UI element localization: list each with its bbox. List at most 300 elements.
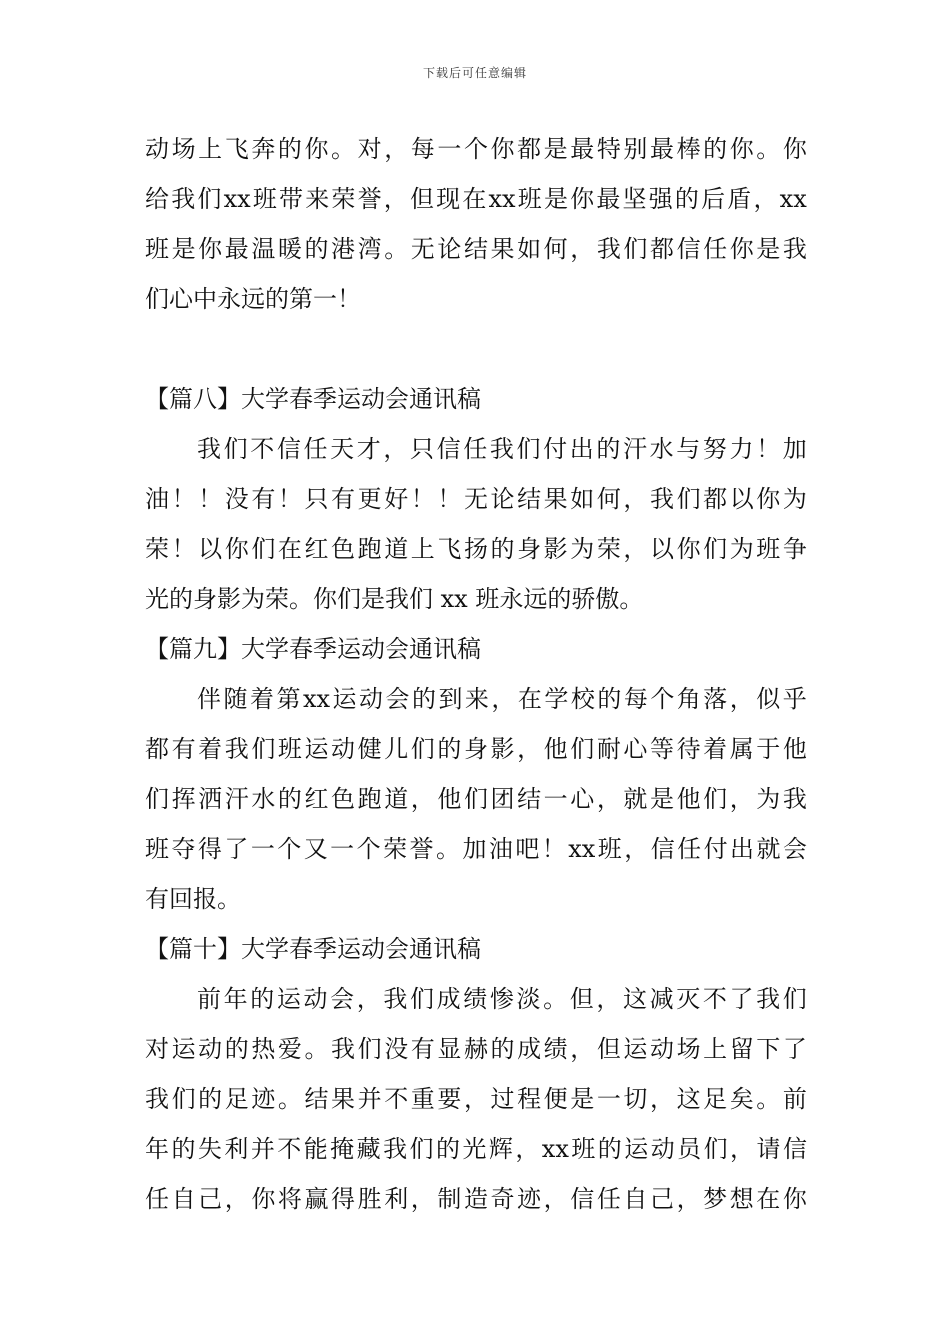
glyph: 个 <box>356 835 381 863</box>
glyph: 但 <box>409 185 434 213</box>
glyph: ， <box>383 185 408 213</box>
glyph: 油 <box>145 485 169 513</box>
glyph: 以 <box>729 485 754 513</box>
glyph: ， <box>570 1035 595 1063</box>
glyph: 心 <box>623 735 648 763</box>
glyph: 你 <box>251 1185 276 1213</box>
glyph: 下 <box>756 1035 781 1063</box>
glyph: 会 <box>330 985 355 1013</box>
glyph: 的 <box>490 535 515 563</box>
glyph: 动 <box>331 735 356 763</box>
glyph: 但 <box>569 985 594 1013</box>
glyph: 动 <box>145 135 169 163</box>
glyph: 果 <box>331 1085 356 1113</box>
glyph: 们 <box>251 735 276 763</box>
glyph: xx <box>488 185 516 213</box>
glyph: 对 <box>357 135 382 163</box>
text-line <box>145 1024 807 1074</box>
text-line <box>145 1124 807 1174</box>
glyph: 自 <box>623 1185 648 1213</box>
glyph: 你 <box>729 135 754 163</box>
glyph: 信 <box>650 835 675 863</box>
glyph: 们 <box>463 785 488 813</box>
glyph: 的 <box>411 685 436 713</box>
glyph: 并 <box>250 1135 275 1163</box>
text-line <box>145 824 807 874</box>
glyph: ， <box>596 785 621 813</box>
glyph: 奇 <box>490 1185 515 1213</box>
glyph: 惨 <box>489 985 514 1013</box>
glyph: 灭 <box>676 985 701 1013</box>
glyph: xx <box>779 185 807 213</box>
glyph: 是 <box>171 235 196 263</box>
glyph: 迹 <box>517 1185 542 1213</box>
glyph: 他 <box>543 735 568 763</box>
glyph: 是 <box>543 135 568 163</box>
glyph: 们 <box>516 435 541 463</box>
glyph: ， <box>384 135 409 163</box>
glyph: 们 <box>703 1135 728 1163</box>
text-line <box>145 774 807 824</box>
glyph: ， <box>753 185 778 213</box>
glyph: 道 <box>384 785 409 813</box>
glyph: ！ <box>277 485 302 513</box>
glyph: 盾 <box>727 185 752 213</box>
glyph: 上 <box>410 535 435 563</box>
glyph: ， <box>623 535 648 563</box>
glyph: 运 <box>623 1035 648 1063</box>
paragraph-section-8 <box>145 424 807 624</box>
glyph: 留 <box>729 1035 754 1063</box>
glyph: 们 <box>145 785 169 813</box>
glyph: 就 <box>623 785 648 813</box>
glyph: 成 <box>517 1035 542 1063</box>
glyph: 运 <box>304 735 329 763</box>
glyph: 属 <box>729 735 754 763</box>
glyph: 你 <box>676 535 701 563</box>
glyph: 最 <box>596 185 621 213</box>
glyph: 这 <box>623 985 647 1013</box>
glyph: 你 <box>782 135 807 163</box>
glyph: ， <box>224 1185 249 1213</box>
glyph: 们 <box>410 735 435 763</box>
glyph: 绩 <box>463 985 488 1013</box>
glyph: 跑 <box>357 535 382 563</box>
glyph: 造 <box>463 1185 488 1213</box>
glyph: 班 <box>277 735 302 763</box>
glyph: 的 <box>437 735 462 763</box>
glyph: ， <box>729 685 754 713</box>
section-heading-9: 【篇九】大学春季运动会通讯稿 <box>145 635 481 663</box>
glyph: 有 <box>251 485 276 513</box>
glyph: 。 <box>756 1085 781 1113</box>
glyph: 了 <box>224 835 249 863</box>
glyph: 在 <box>277 535 302 563</box>
glyph: 果 <box>543 485 568 513</box>
glyph: 色 <box>331 535 356 563</box>
glyph: 的 <box>703 135 728 163</box>
glyph: 运 <box>276 985 301 1013</box>
glyph: 暖 <box>277 235 302 263</box>
glyph: 们 <box>409 1135 434 1163</box>
glyph: 来 <box>464 685 489 713</box>
glyph: 们 <box>171 1085 196 1113</box>
glyph: 我 <box>596 235 621 263</box>
glyph: 得 <box>197 835 222 863</box>
glyph: 都 <box>649 235 674 263</box>
glyph: xx <box>541 1135 569 1163</box>
glyph: 红 <box>304 535 329 563</box>
glyph: 。 <box>543 985 568 1013</box>
glyph: 我 <box>197 435 221 463</box>
glyph: 不 <box>277 1135 302 1163</box>
glyph: 的 <box>277 135 302 163</box>
glyph: 等 <box>649 735 674 763</box>
glyph: 的 <box>171 1135 196 1163</box>
glyph: 是 <box>756 235 781 263</box>
paragraph-section-9 <box>145 674 807 924</box>
glyph: 我 <box>756 985 781 1013</box>
glyph: 汗 <box>623 435 647 463</box>
glyph: 为 <box>782 485 807 513</box>
glyph: 并 <box>357 1085 382 1113</box>
glyph: 付 <box>703 835 728 863</box>
glyph: 他 <box>782 735 807 763</box>
glyph: 任 <box>703 235 728 263</box>
glyph: 上 <box>703 1035 728 1063</box>
glyph: 班 <box>597 835 622 863</box>
glyph: 着 <box>703 735 728 763</box>
glyph: 。 <box>331 135 356 163</box>
glyph: 便 <box>543 1085 568 1113</box>
glyph: 我 <box>383 1135 408 1163</box>
glyph: 在 <box>462 185 487 213</box>
glyph: 利 <box>384 1185 409 1213</box>
glyph: 想 <box>729 1185 754 1213</box>
glyph: 都 <box>517 135 542 163</box>
glyph: 绩 <box>543 1035 568 1063</box>
glyph: 誉 <box>357 185 382 213</box>
glyph: ！ <box>171 485 196 513</box>
glyph: 班 <box>571 1135 596 1163</box>
glyph: 我 <box>383 985 408 1013</box>
glyph: 动 <box>198 1035 223 1063</box>
glyph: 有 <box>171 735 196 763</box>
glyph: 出 <box>569 435 594 463</box>
glyph: 。 <box>435 835 460 863</box>
glyph: 棒 <box>676 135 701 163</box>
glyph: 我 <box>782 785 807 813</box>
glyph: 结 <box>517 485 542 513</box>
glyph: 一 <box>437 135 462 163</box>
glyph: 飞 <box>437 535 462 563</box>
glyph: 角 <box>676 685 701 713</box>
glyph: 重 <box>410 1085 435 1113</box>
text-line: 们心中永远的第一！ <box>145 285 361 313</box>
glyph: 一 <box>250 835 275 863</box>
section-heading-8: 【篇八】大学春季运动会通讯稿 <box>145 385 481 413</box>
glyph: 后 <box>701 185 726 213</box>
glyph: 与 <box>676 435 701 463</box>
glyph: 最 <box>224 235 249 263</box>
glyph: 着 <box>249 685 274 713</box>
glyph: 如 <box>570 485 595 513</box>
glyph: 。 <box>384 235 409 263</box>
glyph: 荣 <box>145 535 169 563</box>
glyph: 来 <box>305 185 330 213</box>
glyph: 在 <box>756 1185 781 1213</box>
glyph: ， <box>729 785 754 813</box>
glyph: ！ <box>437 485 462 513</box>
glyph: 影 <box>543 535 568 563</box>
glyph: 藏 <box>356 1135 381 1163</box>
glyph: 都 <box>703 485 728 513</box>
glyph: 动 <box>650 1135 675 1163</box>
glyph: 迹 <box>251 1085 276 1113</box>
glyph: 任 <box>677 835 702 863</box>
glyph: 特 <box>596 135 621 163</box>
glyph: 我 <box>331 1035 356 1063</box>
glyph: 争 <box>782 535 807 563</box>
glyph: 水 <box>251 785 276 813</box>
glyph: 付 <box>543 435 568 463</box>
glyph: 失 <box>197 1135 222 1163</box>
glyph: 待 <box>676 735 701 763</box>
glyph: 学 <box>544 685 569 713</box>
glyph: 会 <box>385 685 410 713</box>
glyph: 们 <box>357 1035 382 1063</box>
glyph: 动 <box>649 1035 674 1063</box>
glyph: 儿 <box>384 735 409 763</box>
glyph: 洒 <box>198 785 223 813</box>
glyph: 无 <box>463 485 488 513</box>
text-line <box>145 124 807 174</box>
glyph: 了 <box>782 1035 807 1063</box>
glyph: 无 <box>410 235 435 263</box>
glyph: 努 <box>702 435 727 463</box>
glyph: ， <box>383 435 408 463</box>
glyph: xx <box>223 185 251 213</box>
document-body <box>145 124 807 1224</box>
glyph: 们 <box>197 185 222 213</box>
glyph: ， <box>624 835 649 863</box>
glyph: 场 <box>676 1035 701 1063</box>
glyph: 我 <box>171 185 196 213</box>
glyph: 班 <box>756 535 781 563</box>
glyph: 。 <box>756 135 781 163</box>
glyph: 是 <box>649 785 674 813</box>
glyph: ， <box>730 1135 755 1163</box>
glyph: 只 <box>304 485 329 513</box>
glyph: 们 <box>570 735 595 763</box>
glyph: 信 <box>570 1185 595 1213</box>
glyph: 身 <box>517 535 542 563</box>
glyph: 的 <box>304 235 329 263</box>
glyph: 誉 <box>409 835 434 863</box>
glyph: 胜 <box>357 1185 382 1213</box>
text-line <box>145 974 807 1024</box>
glyph: 辉 <box>488 1135 513 1163</box>
glyph: 只 <box>410 435 434 463</box>
glyph: 健 <box>357 735 382 763</box>
glyph: 扬 <box>463 535 488 563</box>
glyph: 好 <box>384 485 409 513</box>
glyph: 别 <box>623 135 648 163</box>
glyph: ， <box>676 1185 701 1213</box>
glyph: 任 <box>145 1185 169 1213</box>
glyph: 不 <box>384 1085 409 1113</box>
glyph: 一 <box>543 785 568 813</box>
glyph: 有 <box>410 1035 435 1063</box>
section-heading-10: 【篇十】大学春季运动会通讯稿 <box>145 935 481 963</box>
glyph: 跑 <box>357 785 382 813</box>
text-line: 有回报。 <box>145 885 241 913</box>
glyph: 结 <box>517 785 542 813</box>
glyph: 但 <box>596 1035 621 1063</box>
glyph: 港 <box>331 235 356 263</box>
text-line <box>145 424 807 474</box>
glyph: 何 <box>596 485 621 513</box>
glyph: 结 <box>463 235 488 263</box>
glyph: 在 <box>517 685 542 713</box>
glyph: 运 <box>624 1135 649 1163</box>
text-line <box>145 474 807 524</box>
glyph: 不 <box>250 435 275 463</box>
glyph: 更 <box>357 485 382 513</box>
glyph: 。 <box>304 1035 329 1063</box>
glyph: ， <box>623 485 648 513</box>
glyph: 都 <box>145 735 169 763</box>
glyph: 最 <box>649 135 674 163</box>
glyph: 荣 <box>596 535 621 563</box>
glyph: 挥 <box>171 785 196 813</box>
glyph: 将 <box>277 1185 302 1213</box>
text-line <box>145 224 807 274</box>
glyph: 己 <box>198 1185 223 1213</box>
glyph: 吧 <box>515 835 540 863</box>
glyph: 对 <box>145 1035 169 1063</box>
glyph: 又 <box>303 835 328 863</box>
glyph: 红 <box>304 785 329 813</box>
glyph: 个 <box>650 685 675 713</box>
glyph: 矣 <box>729 1085 754 1113</box>
glyph: 的 <box>597 1135 622 1163</box>
glyph: 是 <box>570 1085 595 1113</box>
glyph: ！ <box>756 435 781 463</box>
glyph: 得 <box>331 1185 356 1213</box>
glyph: ， <box>570 235 595 263</box>
glyph: 班 <box>145 235 169 263</box>
glyph: 利 <box>224 1135 249 1163</box>
glyph: 身 <box>463 735 488 763</box>
glyph: 着 <box>198 735 223 763</box>
glyph: 飞 <box>224 135 249 163</box>
glyph: 我 <box>782 235 807 263</box>
glyph: 我 <box>224 735 249 763</box>
glyph: 班 <box>517 185 542 213</box>
glyph: 结 <box>304 1085 329 1113</box>
glyph: 没 <box>224 485 249 513</box>
glyph: 们 <box>223 435 248 463</box>
glyph: 每 <box>623 685 648 713</box>
glyph: 的 <box>224 1035 249 1063</box>
glyph: 荣 <box>383 835 408 863</box>
glyph: 员 <box>677 1135 702 1163</box>
glyph: 前 <box>782 1085 807 1113</box>
glyph: 自 <box>171 1185 196 1213</box>
glyph: 。 <box>277 1085 302 1113</box>
glyph: 己 <box>649 1185 674 1213</box>
glyph: 校 <box>570 685 595 713</box>
paragraph-continuation <box>145 124 807 324</box>
glyph: 的 <box>435 1135 460 1163</box>
glyph: 的 <box>597 685 622 713</box>
glyph: 团 <box>490 785 515 813</box>
glyph: ， <box>463 1085 488 1113</box>
glyph: 为 <box>756 785 781 813</box>
glyph: 强 <box>648 185 673 213</box>
glyph: 年 <box>145 1135 169 1163</box>
glyph: 何 <box>543 235 568 263</box>
glyph: 出 <box>730 835 755 863</box>
glyph: 论 <box>437 235 462 263</box>
glyph: 不 <box>702 985 727 1013</box>
glyph: 们 <box>676 485 701 513</box>
glyph: 切 <box>623 1085 648 1113</box>
glyph: 你 <box>570 185 595 213</box>
glyph: 的 <box>674 185 699 213</box>
glyph: 影 <box>490 735 515 763</box>
text-line <box>145 174 807 224</box>
glyph: 请 <box>756 1135 781 1163</box>
glyph: 坚 <box>622 185 647 213</box>
glyph: 我 <box>649 485 674 513</box>
paragraph-gap <box>145 324 807 374</box>
glyph: 最 <box>570 135 595 163</box>
glyph: ， <box>649 1085 674 1113</box>
paragraph-section-10 <box>145 974 807 1224</box>
glyph: 我 <box>489 435 514 463</box>
glyph: 你 <box>729 235 754 263</box>
glyph: 给 <box>145 185 169 213</box>
glyph: 心 <box>570 785 595 813</box>
glyph: ！ <box>171 535 196 563</box>
glyph: 温 <box>251 235 276 263</box>
glyph: 个 <box>277 835 302 863</box>
glyph: xx <box>568 835 596 863</box>
glyph: 一 <box>596 1085 621 1113</box>
glyph: 们 <box>703 785 728 813</box>
glyph: 班 <box>252 185 277 213</box>
glyph: 油 <box>488 835 513 863</box>
glyph: ， <box>517 735 542 763</box>
glyph: 力 <box>729 435 754 463</box>
glyph: 色 <box>331 785 356 813</box>
glyph: 能 <box>303 1135 328 1163</box>
glyph: 奔 <box>251 135 276 163</box>
text-line <box>145 1074 807 1124</box>
glyph: 前 <box>197 985 221 1013</box>
glyph: 你 <box>304 135 329 163</box>
glyph: 过 <box>490 1085 515 1113</box>
glyph: 信 <box>436 435 461 463</box>
glyph: 赫 <box>463 1035 488 1063</box>
glyph: 你 <box>198 235 223 263</box>
glyph: 的 <box>277 785 302 813</box>
glyph: 们 <box>251 535 276 563</box>
glyph: 夺 <box>171 835 196 863</box>
glyph: 为 <box>729 535 754 563</box>
